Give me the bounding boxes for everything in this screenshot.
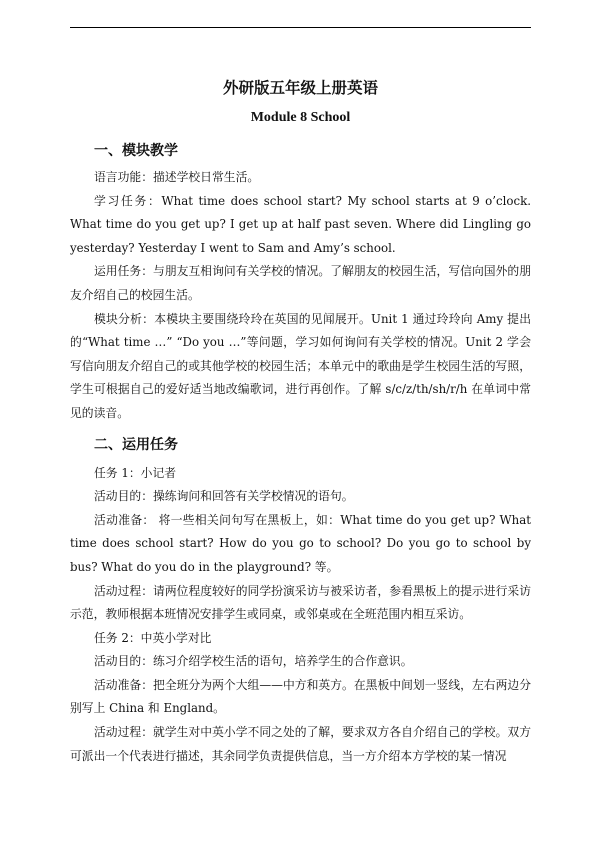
paragraph-task2-preparation: 活动准备：把全班分为两个大组——中方和英方。在黑板中间划一竖线，左右两边分别写上 China 和 England。 xyxy=(70,677,531,716)
section-heading-tasks: 二、运用任务 xyxy=(94,436,178,453)
header-rule xyxy=(70,27,531,28)
section-heading-teaching: 一、模块教学 xyxy=(94,143,178,159)
paragraph-language-function: 语言功能：描述学校日常生活。 xyxy=(94,170,260,184)
document-title: 外研版五年级上册英语 xyxy=(222,78,378,97)
paragraph-task2-process: 活动过程：就学生对中英小学不同之处的了解，要求双方各自介绍自己的学校。双方可派出一个代表进行描述，其余同学负责提供信息，当一方介绍本方学校的某一情况 xyxy=(70,725,531,763)
paragraph-application-tasks: 运用任务：与朋友互相询问有关学校的情况。了解朋友的校园生活，写信向国外的朋友介绍自己的校园生活。 xyxy=(70,264,531,302)
paragraph-module-analysis: 模块分析：本模块主要围绕玲玲在英国的见闻展开。Unit 1 通过玲玲向 Amy 提出的“What time …” “Do you …”等问题，学习如何询问有关学校的情况。Unit 2 学会写信向朋友介绍自己的或其他学校的校园生活；本单元中的歌曲是学生校园生活的写照，学生可根据自己的爱好适当地改编歌词，进行再创作。了解 s/c/z/th/sh/r/h 在单词中常见的读音。 xyxy=(70,311,531,420)
paragraph-task1-preparation: 活动准备： 将一些相关问句写在黑板上，如：What time do you get up? What time does school start? How do you go to school? Do you go to school by bus? What do you do in the playground? 等。 xyxy=(70,512,531,574)
paragraph-task1-purpose: 活动目的：操练询问和回答有关学校情况的语句。 xyxy=(94,489,354,504)
document-page xyxy=(70,74,531,768)
paragraph-learning-tasks: 学习任务：What time does school start? My school starts at 9 o’clock. What time do you get up? I get up at half past seven. Where did Lingling go yesterday? Yesterday I went to Sam and Amy’s school. xyxy=(70,193,531,255)
paragraph-task2-purpose: 活动目的：练习介绍学校生活的语句，培养学生的合作意识。 xyxy=(94,654,413,669)
paragraph-task1-process: 活动过程：请两位程度较好的同学扮演采访与被采访者，参看黑板上的提示进行采访示范，教师根据本班情况安排学生或同桌，或邻桌或在全班范围内相互采访。 xyxy=(70,583,531,622)
paragraph-task2-title: 任务 2：中英小学对比 xyxy=(94,630,212,645)
document-subtitle: Module 8 School xyxy=(250,110,351,125)
paragraph-task1-title: 任务 1：小记者 xyxy=(94,465,177,480)
